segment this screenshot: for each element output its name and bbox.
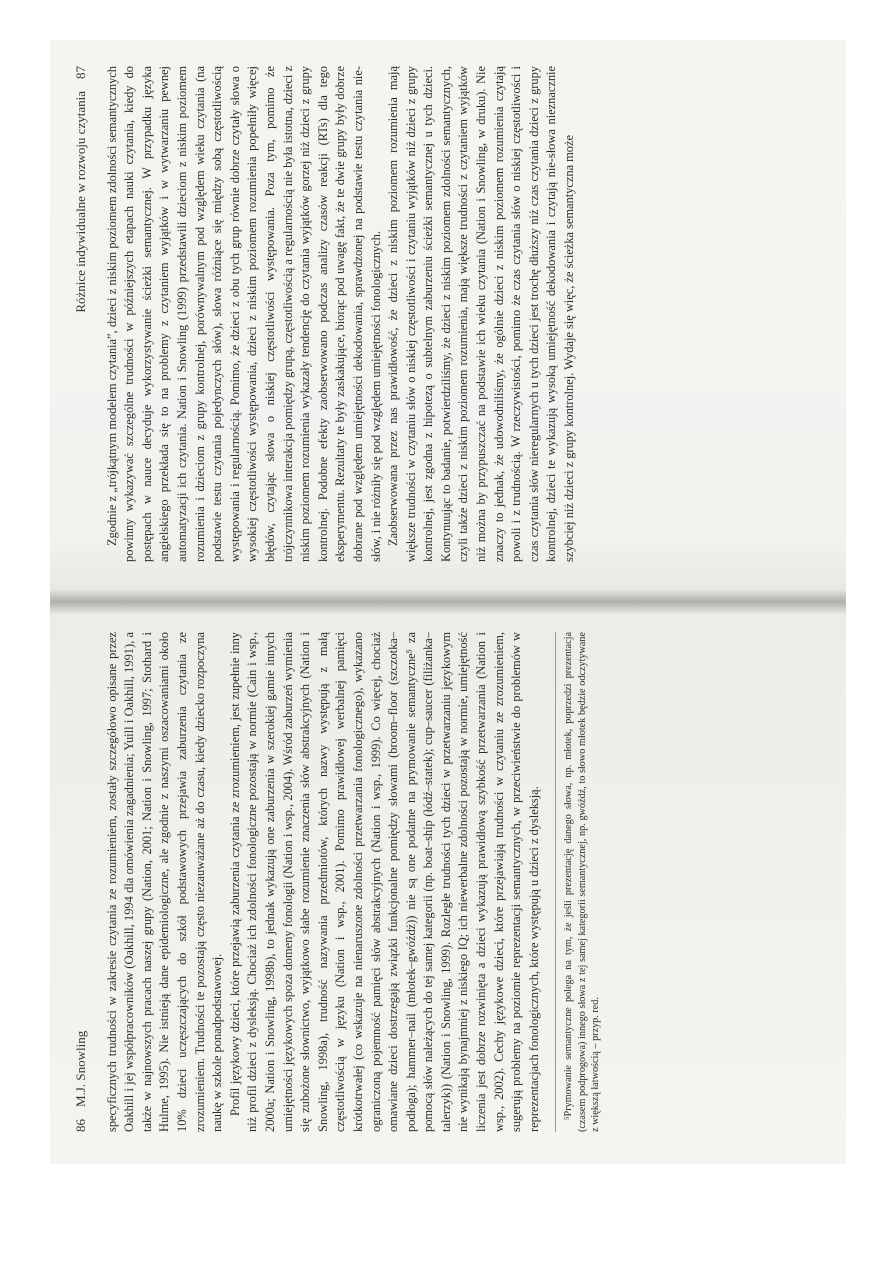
left-page — [50, 602, 846, 1164]
right-head-title: Różnice indywidualne w rozwoju czytania — [73, 91, 88, 313]
scanned-book-spread — [50, 40, 846, 1164]
right-paragraph-2: Zaobserwowana przez nas prawidłowość, że dzieci z niskim poziomem rozumienia mają większe trudności w czytaniu słów o niskiej częstotliwości i czytaniu wyjątków niż dzieci z grupy kontrolnej, jest zgodna z hipotezą o subtelnym zaburzeniu ścieżki semantycznej u tych dzieci. Kontynuując to badanie, potwierdziliśmy, że dzieci z niskim poziomem zdolności semantycznych, czyli także dzieci z niskim poziomem rozumienia, mają większe trudności z czytaniem wyjątków niż można by przypuszczać na podstawie ich wieku czytania (Nation i Snowling, w druku). Nie znaczy to jednak, że udowodniliśmy, że ogólnie dzieci z niskim poziomem rozumienia czytają powoli i z trudnością. W rzeczywistości, pomimo że czas czytania słów o niskiej częstotliwości i czas czytania słów nieregularnych u tych dzieci jest trochę dłuższy niż czas czytania dzieci z grupy kontrolnej, dzieci te wykazują wysoką umiejętność dekodowania i czytają nie-słowa nieznacznie szybciej niż dzieci z grupy kontrolnej. Wydaje się więc, że ścieżka semantyczna może — [386, 66, 577, 562]
left-paragraph-2: Profil językowy dzieci, które przejawią zaburzenia czytania ze zrozumieniem, jest zupełnie inny niż profil dzieci z dysleksją. Chociaż ich zdolności fonologiczne pozostają w normie (Cain i wsp., 2000a; Nation i Snowling, 1998b), to jednak wykazują one zaburzenia w szerokiej gamie innych umiejętności językowych spoza domeny fonologii (Nation i wsp., 2004). Wśród zaburzeń wymienia się zubożone słownictwo, wyjątkowo słabe rozumienie znaczenia słów abstrakcyjnych (Nation i Snowling, 1998a), trudność nazywania przedmiotów, których nazwy występują z małą częstotliwością w języku (Nation i wsp., 2001). Pomimo prawidłowej werbalnej pamięci krótkotrwałej (co wskazuje na nienaruszone zdolności przetwarzania fonologicznego), wykazano ograniczoną pojemność pamięci słów abstrakcyjnych (Nation i wsp., 1999). Co więcej, chociaż omawiane dzieci dostrzegają związki funkcjonalne pomiędzy słowami (broom–floor (szczotka–podłoga); hammer–nail (młotek–gwóźdź)) nie są one podatne na prymowanie semantyczne⁵ za pomocą słów należących do tej samej kategorii (np. boat–ship (łódź–statek); cup–saucer (filiżanka–talerzyk)) (Nation i Snowling, 1999). Rozległe trudności tych dzieci w przetwarzaniu językowym nie wynikają bynajmniej z niskiego IQ; ich niewerbalne zdolności pozostają w normie, umiejętność liczenia jest dobrze rozwinięta a dzieci wykazują prawidłową szybkość przetwarzania (Nation i wsp., 2002). Cechy językowe dzieci, które przejawiają trudności w czytaniu ze zrozumieniem, sugerują problemy na poziomie reprezentacji semantycznych, w przeciwieństwie do problemów w reprezentacjach fonologicznych, które występują u dzieci z dysleksją. — [227, 632, 541, 1132]
right-paragraph-1: Zgodnie z „trójkątnym modelem czytania”, dzieci z niskim poziomem zdolności semantycznych powinny wykazywać szczególne trudności w późniejszych etapach nauki czytania, kiedy do postępach w nauce decyduje wykorzystywanie ścieżki semantycznej. W przypadku języka angielskiego przekłada się to na problemy z czytaniem wyjątków i w wytwarzaniu pewnej automatyzacji ich czytania. Nation i Snowling (1999) przedstawili dzieciom z niskim poziomem rozumienia i dzieciom z grupy kontrolnej, porównywalnym pod względem wieku czytania (na podstawie testu czytania pojedynczych słów), słowa różniące się między sobą częstotliwością występowania i regularnością. Pomimo, że dzieci z obu tych grup równie dobrze czytały słowa o wysokiej częstotliwości występowania, dzieci z niskim poziomem rozumienia popełniły więcej błędów, czytając słowa o niskiej częstotliwości występowania. Poza tym, pomimo że trójczynnikowa interakcja pomiędzy grupą, częstotliwością a regularnością nie była istotna, dzieci z niskim poziomem rozumienia wykazały tendencję do czytania wyjątków gorzej niż dzieci z grupy kontrolnej. Podobne efekty zaobserwowano podczas analizy czasów reakcji (RTs) dla tego eksperymentu. Rezultaty te były zaskakujące, biorąc pod uwagę fakt, że te dwie grupy były dobrze dobrane pod względem umiejętności dekodowania, sprawdzonej na podstawie testu czytania nie-słów, i nie różniły się pod względem umiejętności fonologicznych. — [104, 66, 383, 562]
left-head-author: M.J. Snowling — [73, 1030, 88, 1107]
left-page-number: 86 — [73, 1119, 88, 1132]
left-running-head — [72, 632, 90, 1132]
left-footnote: ⁵Prymowanie semantyczne polega na tym, że jeśli prezentację danego słowa, np. młotek, poprzedzi prezentacja (czasem podprogowa) innego słowa z tej samej kategorii semantycznej, np. gwóźdź, to słowo młotek będzie odczytywane z większą łatwością – przyp. red. — [555, 632, 602, 1132]
left-paragraph-1: specyficznych trudności w zakresie czytania ze rozumieniem, zostały szczegółowo opisane przez Oakhill i jej współpracowników (Oakhill, 1994 dla omówienia zagadnienia; Yuill i Oakhill, 1991), a także w najnowszych pracach naszej grupy (Nation, 2001; Nation i Snowling, 1997; Stothard i Hulme, 1995). Nie istnieją dane epidemiologiczne, ale zgodnie z naszymi oszacowaniami około 10% dzieci uczęszczających do szkół podstawowych przejawia zaburzenia czytania ze zrozumieniem. Trudności te pozostają często niezauważane aż do czasu, kiedy dziecko rozpoczyna naukę w szkole ponadpodstawowej. — [104, 632, 225, 1132]
right-page — [50, 40, 846, 602]
right-running-head — [72, 66, 90, 562]
right-page-number: 87 — [73, 66, 88, 79]
rotated-spread — [50, 40, 846, 1164]
